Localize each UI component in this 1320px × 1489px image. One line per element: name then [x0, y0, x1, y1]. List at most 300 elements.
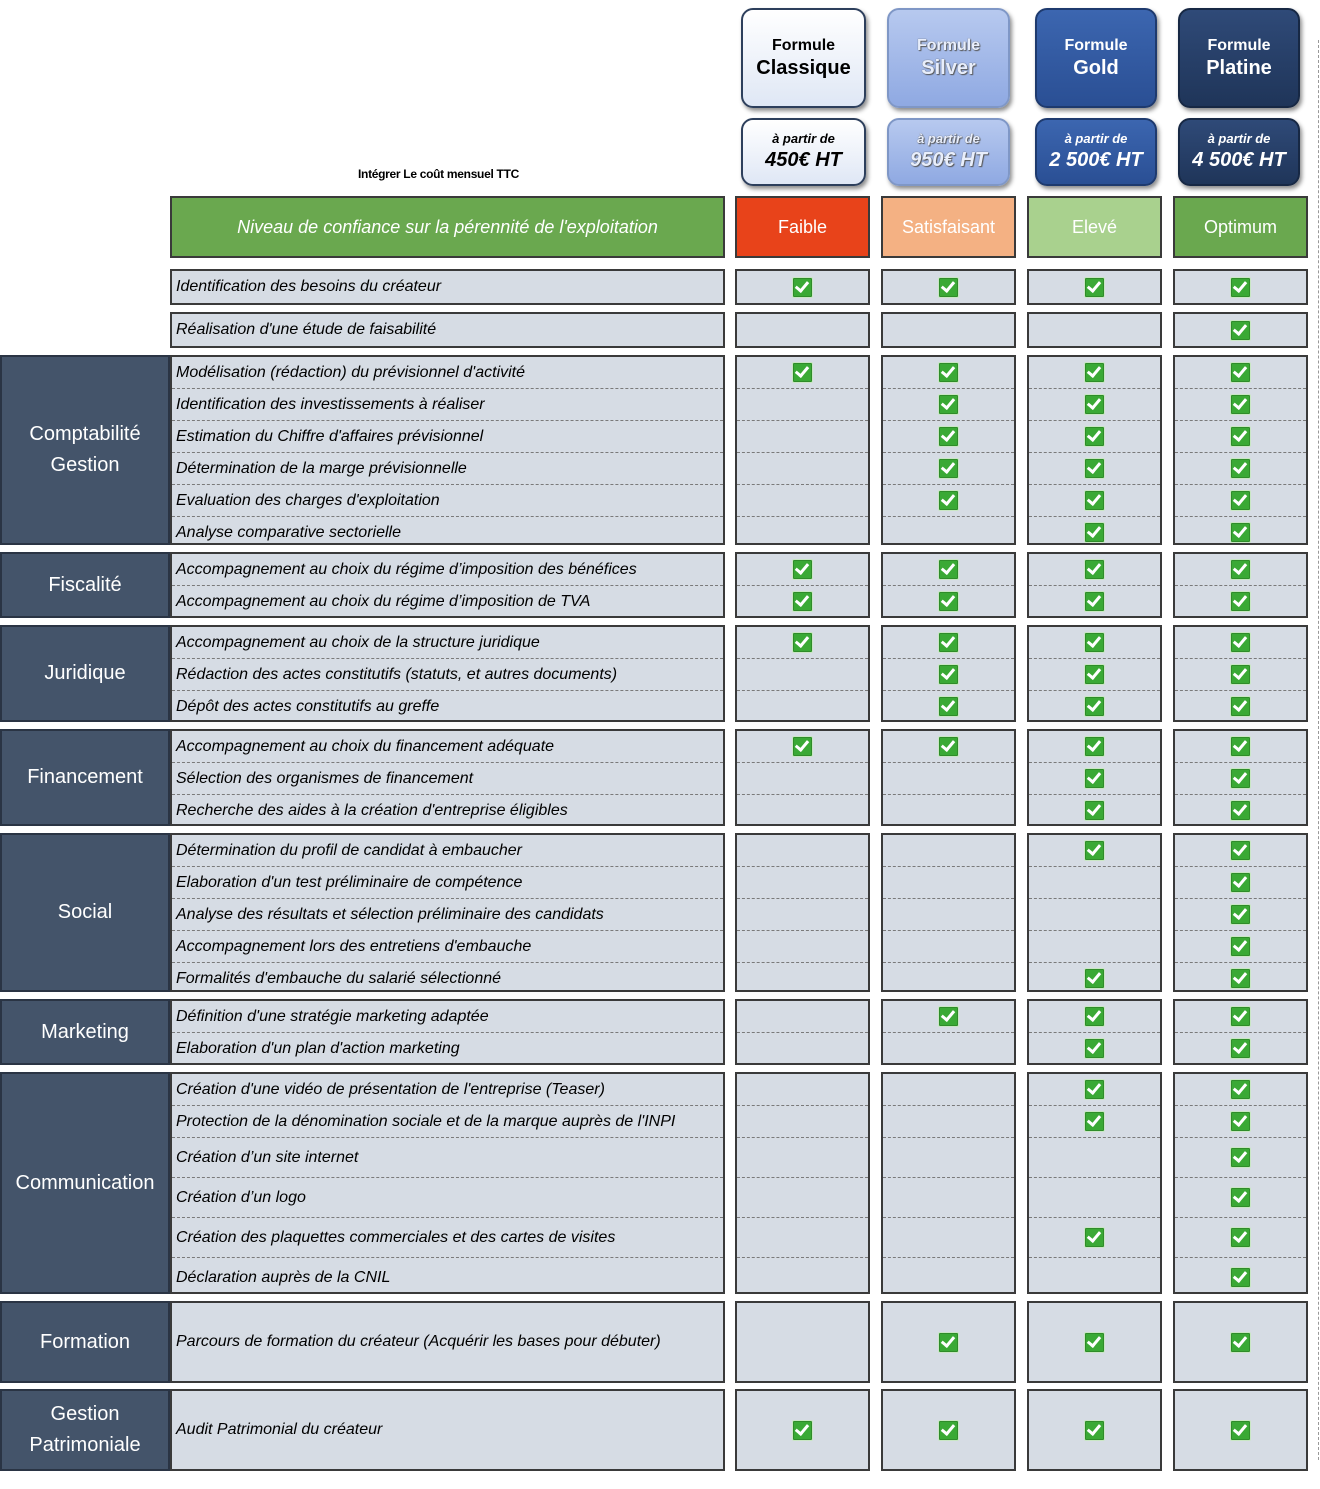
plan-cell: [883, 731, 1014, 763]
plan-cell: [737, 314, 868, 346]
plan-cell: [737, 389, 868, 421]
check-icon: [1230, 632, 1251, 653]
plan-cell: [737, 1258, 868, 1297]
plan-cell: [1029, 1138, 1160, 1178]
check-icon: [1230, 936, 1251, 957]
plan-cell: [883, 389, 1014, 421]
category-label: [0, 1072, 170, 1294]
plan-cell: [1029, 1258, 1160, 1297]
plan-cell: [1175, 389, 1306, 421]
plan-cell: [1175, 1218, 1306, 1258]
category-label: [0, 1389, 170, 1471]
check-icon: [1084, 1420, 1105, 1441]
plan-name: Silver: [921, 56, 976, 79]
plan-column-3: [1173, 833, 1308, 992]
plan-column-2: [1027, 625, 1162, 722]
plan-cell: [1029, 517, 1160, 548]
plan-column-1: [881, 1389, 1016, 1471]
plan-cell: [1029, 1303, 1160, 1381]
plan-cell: [737, 453, 868, 485]
plan-cell: [1175, 691, 1306, 722]
feature-label: Détermination de la marge prévisionnelle: [172, 453, 723, 485]
price-value: 4 500€ HT: [1192, 149, 1286, 171]
plan-column-1: [881, 1072, 1016, 1294]
check-icon: [1084, 1079, 1105, 1100]
plan-cell: [1175, 659, 1306, 691]
check-icon: [938, 559, 959, 580]
plan-cell: [1175, 421, 1306, 453]
plan-column-1: [881, 729, 1016, 826]
plan-price-1: [887, 118, 1010, 186]
plan-column-1: [881, 355, 1016, 545]
check-icon: [1230, 664, 1251, 685]
category-label: [0, 552, 170, 618]
plan-cell: [883, 1218, 1014, 1258]
plan-cell: [883, 357, 1014, 389]
feature-column: [170, 625, 725, 722]
plan-line1: Formule: [1207, 36, 1271, 54]
plan-cell: [1175, 835, 1306, 867]
plan-cell: [1029, 1218, 1160, 1258]
check-icon: [1084, 1227, 1105, 1248]
plan-cell: [1175, 586, 1306, 617]
plan-column-0: [735, 1072, 870, 1294]
plan-cell: [1175, 1106, 1306, 1138]
plan-cell: [883, 554, 1014, 586]
check-icon: [938, 632, 959, 653]
plan-column-3: [1173, 999, 1308, 1065]
plan-cell: [737, 1391, 868, 1469]
check-icon: [1230, 1111, 1251, 1132]
plan-cell: [883, 517, 1014, 548]
price-from: à partir de: [1207, 131, 1271, 146]
plan-column-2: [1027, 729, 1162, 826]
category-text: Fiscalité: [48, 573, 122, 596]
plan-cell: [737, 835, 868, 867]
plan-column-3: [1173, 269, 1308, 305]
feature-label: Rédaction des actes constitutifs (statuts, et autres documents): [172, 659, 723, 691]
plan-cell: [883, 1258, 1014, 1297]
check-icon: [938, 1420, 959, 1441]
plan-line1: Formule: [916, 36, 981, 54]
plan-cell: [1029, 1178, 1160, 1218]
plan-cell: [1029, 586, 1160, 617]
category-label: [0, 1301, 170, 1383]
feature-column: [170, 999, 725, 1065]
plan-cell: [883, 1074, 1014, 1106]
plan-cell: [1029, 389, 1160, 421]
plan-cell: [737, 1106, 868, 1138]
price-from: à partir de: [917, 131, 980, 146]
feature-label: Dépôt des actes constitutifs au greffe: [176, 697, 440, 715]
plan-column-0: [735, 1389, 870, 1471]
plan-cell: [1175, 554, 1306, 586]
plan-column-3: [1173, 355, 1308, 545]
check-icon: [1230, 904, 1251, 925]
plan-cell: [1175, 517, 1306, 548]
check-icon: [1230, 591, 1251, 612]
plan-cell: [883, 899, 1014, 931]
plan-column-2: [1027, 312, 1162, 348]
feature-column: [170, 269, 725, 305]
price-value: 2 500€ HT: [1049, 149, 1143, 171]
plan-cell: [737, 517, 868, 548]
plan-cell: [883, 931, 1014, 963]
check-icon: [1230, 394, 1251, 415]
category-text: Formation: [39, 1330, 131, 1353]
plan-cell: [883, 421, 1014, 453]
plan-cell: [1029, 1391, 1160, 1469]
plan-cell: [737, 1033, 868, 1064]
plan-cell: [1175, 357, 1306, 389]
plan-line1: Formule: [1064, 36, 1128, 54]
feature-column: [170, 312, 725, 348]
plan-cell: [737, 899, 868, 931]
price-value: 950€ HT: [910, 149, 987, 171]
check-icon: [938, 426, 959, 447]
check-icon: [1230, 490, 1251, 511]
feature-label: Modélisation (rédaction) du prévisionnel d'activité: [172, 357, 723, 389]
check-icon: [1084, 840, 1105, 861]
plan-cell: [1175, 271, 1306, 303]
plan-cell: [1029, 763, 1160, 795]
check-icon: [1084, 394, 1105, 415]
plan-cell: [737, 1074, 868, 1106]
check-icon: [1230, 1147, 1251, 1168]
check-icon: [938, 458, 959, 479]
check-icon: [1230, 1038, 1251, 1059]
plan-name: Platine: [1206, 56, 1272, 79]
check-icon: [792, 632, 813, 653]
check-icon: [938, 490, 959, 511]
check-icon: [1230, 1187, 1251, 1208]
plan-column-0: [735, 999, 870, 1065]
category-label: [0, 729, 170, 826]
plan-column-3: [1173, 1072, 1308, 1294]
plan-column-3: [1173, 552, 1308, 618]
check-icon: [792, 1420, 813, 1441]
plan-column-2: [1027, 833, 1162, 992]
plan-cell: [1175, 314, 1306, 346]
check-icon: [1084, 768, 1105, 789]
category-label: [0, 833, 170, 992]
check-icon: [938, 1332, 959, 1353]
check-icon: [938, 591, 959, 612]
plan-cell: [1175, 931, 1306, 963]
plan-cell: [1029, 795, 1160, 826]
trust-level-3: Optimum: [1173, 196, 1308, 258]
plan-cell: [737, 357, 868, 389]
plan-price-0: [741, 118, 866, 186]
plan-column-1: [881, 552, 1016, 618]
plan-cell: [1029, 835, 1160, 867]
plan-column-0: [735, 833, 870, 992]
feature-label: Accompagnement au choix du régime d’imposition des bénéfices: [172, 554, 723, 586]
plan-column-3: [1173, 1389, 1308, 1471]
plan-column-0: [735, 312, 870, 348]
plan-column-2: [1027, 1301, 1162, 1383]
check-icon: [1084, 1006, 1105, 1027]
check-icon: [1084, 362, 1105, 383]
plan-cell: [1175, 1138, 1306, 1178]
feature-label: Parcours de formation du créateur (Acquérir les bases pour débuter): [176, 1333, 661, 1350]
plan-cell: [1175, 1303, 1306, 1381]
plan-column-2: [1027, 999, 1162, 1065]
plan-cell: [1029, 1106, 1160, 1138]
plan-column-3: [1173, 1301, 1308, 1383]
check-icon: [792, 591, 813, 612]
plan-cell: [1175, 795, 1306, 826]
check-icon: [1230, 1079, 1251, 1100]
category-text: Social: [57, 901, 113, 923]
plan-cell: [1029, 1074, 1160, 1106]
check-icon: [792, 559, 813, 580]
plan-cell: [1029, 357, 1160, 389]
plan-cell: [1029, 659, 1160, 691]
plan-cell: [1175, 1074, 1306, 1106]
plan-cell: [1175, 963, 1306, 994]
plan-column-2: [1027, 1072, 1162, 1294]
plan-cell: [883, 271, 1014, 303]
plan-column-1: [881, 999, 1016, 1065]
check-icon: [1084, 800, 1105, 821]
plan-column-1: [881, 269, 1016, 305]
check-icon: [1084, 1332, 1105, 1353]
check-icon: [938, 664, 959, 685]
feature-label: Accompagnement lors des entretiens d'embauche: [172, 931, 723, 963]
plan-cell: [883, 453, 1014, 485]
check-icon: [938, 1006, 959, 1027]
feature-label: Elaboration d'un plan d'action marketing: [176, 1039, 460, 1057]
feature-label: Audit Patrimonial du créateur: [176, 1421, 383, 1438]
check-icon: [1084, 968, 1105, 989]
feature-label: Analyse comparative sectorielle: [176, 523, 401, 541]
plan-cell: [1029, 899, 1160, 931]
feature-label: Accompagnement au choix de la structure juridique: [172, 627, 723, 659]
category-text: Financement: [27, 766, 143, 788]
category-text: Comptabilité Gestion: [29, 423, 141, 476]
check-icon: [1084, 522, 1105, 543]
plan-column-3: [1173, 729, 1308, 826]
plan-cell: [1029, 271, 1160, 303]
plan-cell: [883, 659, 1014, 691]
plan-cell: [1029, 963, 1160, 994]
plan-cell: [883, 1106, 1014, 1138]
feature-label: Création d’un site internet: [172, 1138, 723, 1178]
plan-cell: [737, 1138, 868, 1178]
feature-label: Création des plaquettes commerciales et des cartes de visites: [172, 1218, 723, 1258]
plan-card-1: [887, 8, 1010, 108]
plan-cell: [1029, 485, 1160, 517]
plan-cell: [1029, 314, 1160, 346]
trust-level-1: Satisfaisant: [881, 196, 1016, 258]
trust-level-0: Faible: [735, 196, 870, 258]
check-icon: [1230, 1420, 1251, 1441]
plan-cell: [1175, 1033, 1306, 1064]
check-icon: [792, 277, 813, 298]
feature-label: Identification des investissements à réaliser: [172, 389, 723, 421]
check-icon: [1230, 320, 1251, 341]
plan-column-1: [881, 312, 1016, 348]
plan-cell: [883, 1138, 1014, 1178]
check-icon: [1084, 1111, 1105, 1132]
plan-column-3: [1173, 312, 1308, 348]
plan-cell: [737, 1178, 868, 1218]
plan-line1: Formule: [771, 36, 836, 54]
plan-name: Classique: [756, 56, 851, 79]
check-icon: [1230, 872, 1251, 893]
plan-cell: [883, 485, 1014, 517]
plan-cell: [737, 795, 868, 826]
feature-label: Sélection des organismes de financement: [172, 763, 723, 795]
plan-cell: [1029, 1033, 1160, 1064]
check-icon: [938, 696, 959, 717]
plan-cell: [737, 763, 868, 795]
check-icon: [1230, 800, 1251, 821]
plan-cell: [1029, 931, 1160, 963]
plan-cell: [737, 659, 868, 691]
plan-column-0: [735, 269, 870, 305]
feature-label: Définition d'une stratégie marketing adaptée: [172, 1001, 723, 1033]
plan-card-2: [1035, 8, 1157, 108]
plan-cell: [1175, 627, 1306, 659]
feature-label: Création d’un logo: [172, 1178, 723, 1218]
check-icon: [1230, 426, 1251, 447]
feature-label: Accompagnement au choix du régime d’imposition de TVA: [176, 592, 591, 610]
category-text: Gestion Patrimoniale: [29, 1403, 141, 1456]
check-icon: [1230, 458, 1251, 479]
plan-cell: [883, 314, 1014, 346]
plan-cell: [1175, 867, 1306, 899]
check-icon: [1084, 664, 1105, 685]
plan-cell: [1029, 1001, 1160, 1033]
check-icon: [1084, 458, 1105, 479]
plan-column-2: [1027, 269, 1162, 305]
check-icon: [1230, 522, 1251, 543]
plan-cell: [1175, 731, 1306, 763]
plan-card-0: [741, 8, 866, 108]
check-icon: [1084, 277, 1105, 298]
check-icon: [792, 362, 813, 383]
check-icon: [792, 736, 813, 757]
plan-cell: [737, 931, 868, 963]
plan-cell: [883, 1303, 1014, 1381]
plan-column-0: [735, 729, 870, 826]
plan-cell: [883, 763, 1014, 795]
plan-cell: [737, 1303, 868, 1381]
price-value: 450€ HT: [765, 149, 842, 171]
plan-cell: [1175, 1178, 1306, 1218]
check-icon: [1084, 696, 1105, 717]
feature-label: Estimation du Chiffre d'affaires prévisionnel: [172, 421, 723, 453]
feature-column: [170, 1389, 725, 1471]
category-label: [0, 625, 170, 722]
check-icon: [1084, 1038, 1105, 1059]
plan-cell: [1175, 453, 1306, 485]
plan-column-0: [735, 1301, 870, 1383]
plan-cell: [1029, 421, 1160, 453]
feature-label: Formalités d'embauche du salarié sélectionné: [176, 969, 502, 987]
plan-cell: [1029, 731, 1160, 763]
plan-column-2: [1027, 552, 1162, 618]
check-icon: [938, 362, 959, 383]
plan-cell: [883, 867, 1014, 899]
check-icon: [938, 394, 959, 415]
plan-cell: [737, 963, 868, 994]
plan-cell: [737, 731, 868, 763]
price-from: à partir de: [772, 131, 835, 146]
feature-column: [170, 729, 725, 826]
plan-cell: [883, 691, 1014, 722]
check-icon: [1230, 736, 1251, 757]
check-icon: [1084, 426, 1105, 447]
plan-column-2: [1027, 355, 1162, 545]
check-icon: [1230, 768, 1251, 789]
check-icon: [1230, 840, 1251, 861]
plan-price-2: [1035, 118, 1157, 186]
feature-label: Accompagnement au choix du financement adéquate: [172, 731, 723, 763]
plan-cell: [737, 627, 868, 659]
plan-cell: [1175, 1001, 1306, 1033]
feature-label: Analyse des résultats et sélection préliminaire des candidats: [172, 899, 723, 931]
feature-column: [170, 552, 725, 618]
plan-cell: [737, 421, 868, 453]
feature-column: [170, 833, 725, 992]
plan-cell: [1029, 627, 1160, 659]
plan-column-1: [881, 833, 1016, 992]
feature-label: Création d'une vidéo de présentation de l'entreprise (Teaser): [172, 1074, 723, 1106]
check-icon: [1084, 591, 1105, 612]
check-icon: [1230, 1227, 1251, 1248]
category-label: [0, 355, 170, 545]
plan-column-0: [735, 355, 870, 545]
feature-label: Détermination du profil de candidat à embaucher: [172, 835, 723, 867]
plan-cell: [737, 586, 868, 617]
check-icon: [1084, 490, 1105, 511]
feature-column: [170, 1301, 725, 1383]
check-icon: [1230, 559, 1251, 580]
plan-column-1: [881, 625, 1016, 722]
feature-label: Réalisation d'une étude de faisabilité: [176, 321, 437, 338]
feature-label: Recherche des aides à la création d'entreprise éligibles: [176, 801, 568, 819]
plan-cell: [1175, 485, 1306, 517]
check-icon: [1084, 736, 1105, 757]
feature-label: Protection de la dénomination sociale et de la marque auprès de l'INPI: [172, 1106, 723, 1138]
category-text: Marketing: [41, 1020, 129, 1043]
plan-cell: [1175, 763, 1306, 795]
plan-cell: [737, 485, 868, 517]
check-icon: [1230, 968, 1251, 989]
plan-cell: [883, 963, 1014, 994]
check-icon: [1230, 1267, 1251, 1288]
plan-cell: [737, 1218, 868, 1258]
plan-cell: [883, 795, 1014, 826]
ttc-note: Intégrer Le coût mensuel TTC: [358, 167, 519, 181]
plan-cell: [1029, 867, 1160, 899]
trust-label: Niveau de confiance sur la pérennité de l'exploitation: [170, 196, 725, 258]
dashed-edge-line: [1318, 40, 1319, 1460]
feature-column: [170, 355, 725, 545]
check-icon: [938, 736, 959, 757]
plan-cell: [737, 1001, 868, 1033]
plan-cell: [883, 1178, 1014, 1218]
plan-card-3: [1178, 8, 1300, 108]
plan-cell: [1175, 1258, 1306, 1297]
plan-cell: [737, 867, 868, 899]
check-icon: [1230, 362, 1251, 383]
plan-cell: [1029, 554, 1160, 586]
check-icon: [1084, 632, 1105, 653]
